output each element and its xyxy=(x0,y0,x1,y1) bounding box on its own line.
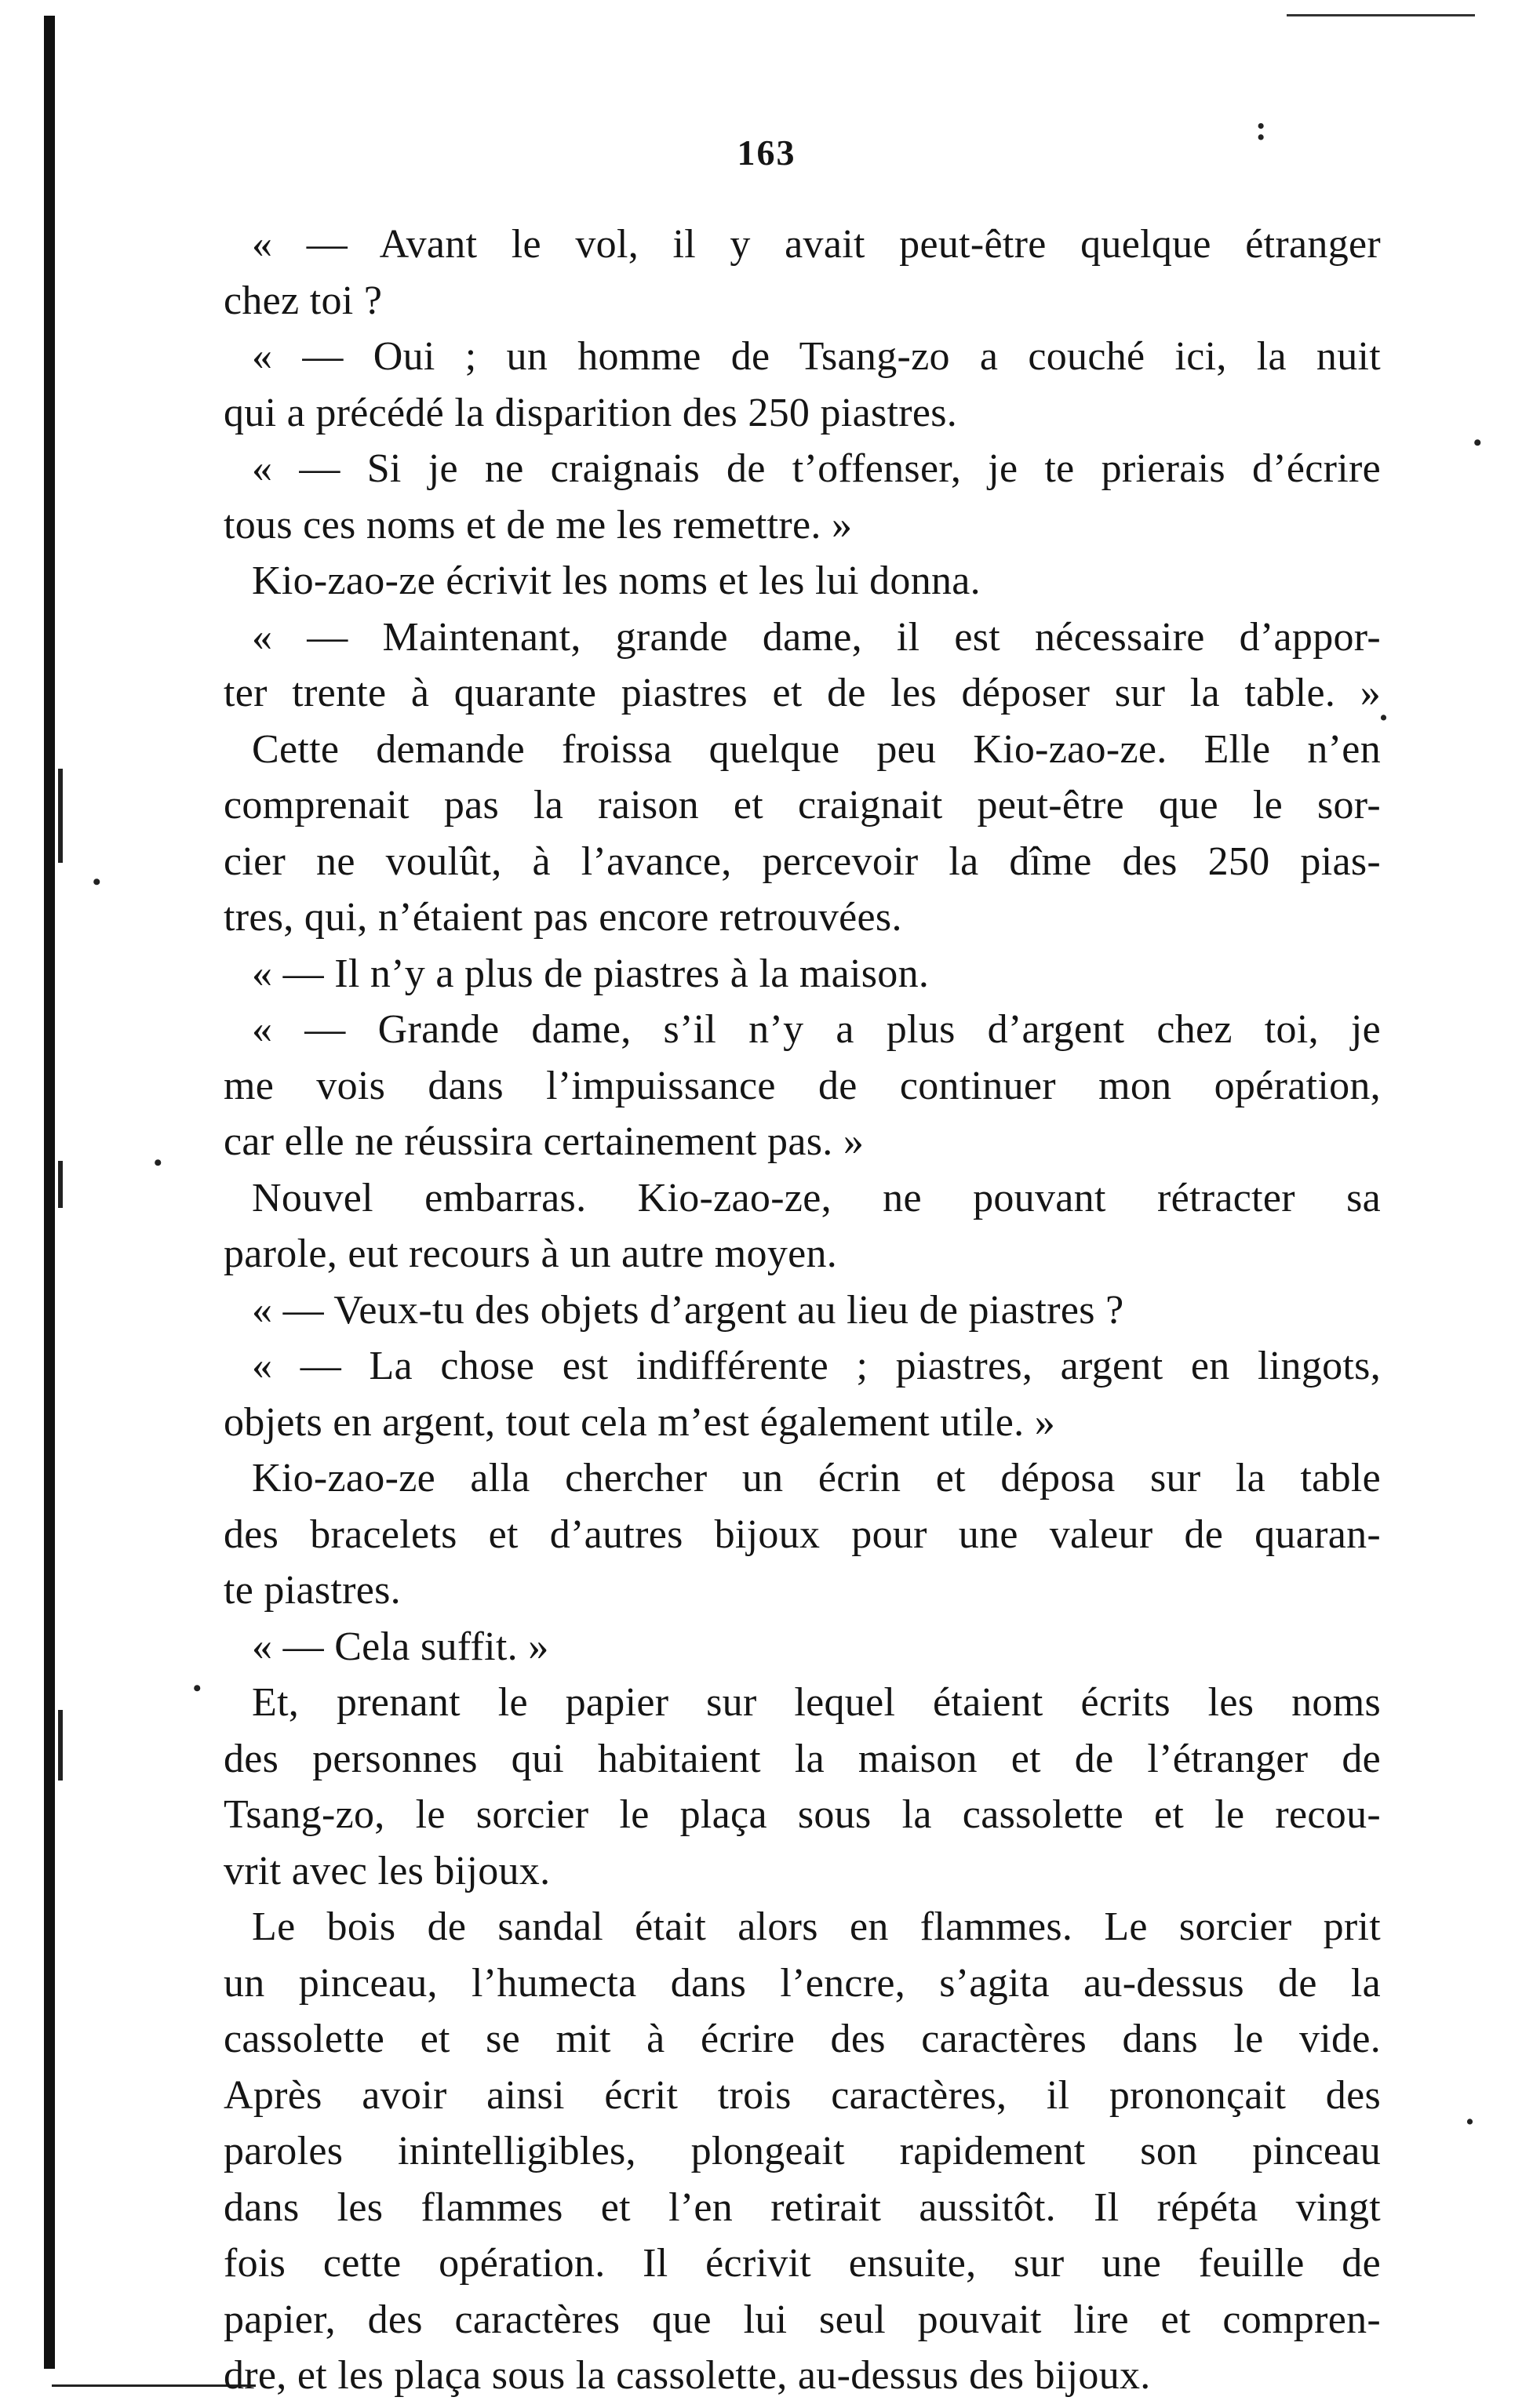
text-line: qui a précédé la disparition des 250 piastres. xyxy=(224,390,958,435)
spine-speck xyxy=(58,769,63,863)
text-line: un pinceau, l’humecta dans l’encre, s’agita au-dessus de la xyxy=(224,1960,1381,2006)
text-line: tous ces noms et de me les remettre. » xyxy=(224,502,853,547)
margin-mark: : xyxy=(1255,109,1267,147)
text-line: te piastres. xyxy=(224,1568,401,1613)
spine-speck xyxy=(58,1161,63,1208)
text-line: « — Oui ; un homme de Tsang-zo a couché ici, la nuit xyxy=(252,334,1381,379)
text-line: car elle ne réussira certainement pas. » xyxy=(224,1119,865,1164)
text-line: dans les flammes et l’en retirait aussitôt. Il répéta vingt xyxy=(224,2184,1381,2230)
text-line: dre, et les plaça sous la cassolette, au-dessus des bijoux. xyxy=(224,2353,1151,2398)
text-line: « — Cela suffit. » xyxy=(252,1624,549,1669)
margin-mark: • xyxy=(154,1150,162,1176)
text-line: ter trente à quarante piastres et de les déposer sur la table. » xyxy=(224,671,1381,715)
page-spine-shadow xyxy=(44,16,55,2369)
text-line: « — Si je ne craignais de t’offenser, je te prierais d’écrire xyxy=(252,446,1381,491)
text-line: cassolette et se mit à écrire des caractères dans le vide. xyxy=(224,2017,1381,2061)
text-line: Cette demande froissa quelque peu Kio-zao-ze. Elle n’en xyxy=(252,726,1381,772)
text-line: « — Grande dame, s’il n’y a plus d’argent chez toi, je xyxy=(252,1007,1381,1052)
text-line: cier ne voulût, à l’avance, percevoir la dîme des 250 pias- xyxy=(224,838,1381,884)
text-line: paroles inintelligibles, plongeait rapidement son pinceau xyxy=(224,2129,1381,2173)
text-line: « — La chose est indifférente ; piastres, argent en lingots, xyxy=(252,1344,1381,1388)
text-line: Après avoir ainsi écrit trois caractères, il prononçait des xyxy=(224,2072,1381,2118)
text-line: « — Maintenant, grande dame, il est nécessaire d’appor- xyxy=(252,614,1381,660)
text-line: comprenait pas la raison et craignait peut-être que le sor- xyxy=(224,783,1381,828)
text-line: Kio-zao-ze écrivit les noms et les lui donna. xyxy=(252,558,981,603)
margin-mark: • xyxy=(1473,430,1482,456)
margin-mark: • xyxy=(193,1675,202,1701)
text-line: objets en argent, tout cela m’est également utile. » xyxy=(224,1399,1056,1445)
text-line: « — Avant le vol, il y avait peut-être quelque étranger xyxy=(252,222,1381,267)
text-line: vrit avec les bijoux. xyxy=(224,1848,551,1893)
top-rule xyxy=(1287,14,1475,16)
text-line: tres, qui, n’étaient pas encore retrouvées. xyxy=(224,895,902,940)
text-line: chez toi ? xyxy=(224,278,383,323)
text-line: Nouvel embarras. Kio-zao-ze, ne pouvant rétracter sa xyxy=(252,1175,1381,1220)
page-number: 163 xyxy=(737,133,796,173)
text-line: Le bois de sandal était alors en flammes. Le sorcier prit xyxy=(252,1904,1381,1949)
margin-mark: . xyxy=(1466,2093,1474,2132)
text-line: Tsang-zo, le sorcier le plaça sous la cassolette et le recou- xyxy=(224,1792,1381,1837)
text-line: papier, des caractères que lui seul pouvait lire et compren- xyxy=(224,2297,1381,2342)
text-line: me vois dans l’impuissance de continuer mon opération, xyxy=(224,1063,1381,1108)
text-line: « — Veux-tu des objets d’argent au lieu de piastres ? xyxy=(252,1287,1124,1333)
text-line: parole, eut recours à un autre moyen. xyxy=(224,1231,838,1276)
margin-mark: . xyxy=(1379,689,1388,728)
text-line: fois cette opération. Il écrivit ensuite, sur une feuille de xyxy=(224,2241,1381,2286)
text-line: des bracelets et d’autres bijoux pour une valeur de quaran- xyxy=(224,1511,1381,1557)
text-line: « — Il n’y a plus de piastres à la maison. xyxy=(252,951,930,996)
page-text xyxy=(224,216,1381,2404)
text-line: Kio-zao-ze alla chercher un écrin et déposa sur la table xyxy=(252,1456,1381,1500)
margin-mark: • xyxy=(93,869,101,895)
text-line: des personnes qui habitaient la maison et de l’étranger de xyxy=(224,1736,1381,1781)
spine-speck xyxy=(58,1710,63,1781)
text-line: Et, prenant le papier sur lequel étaient écrits les noms xyxy=(252,1680,1381,1725)
